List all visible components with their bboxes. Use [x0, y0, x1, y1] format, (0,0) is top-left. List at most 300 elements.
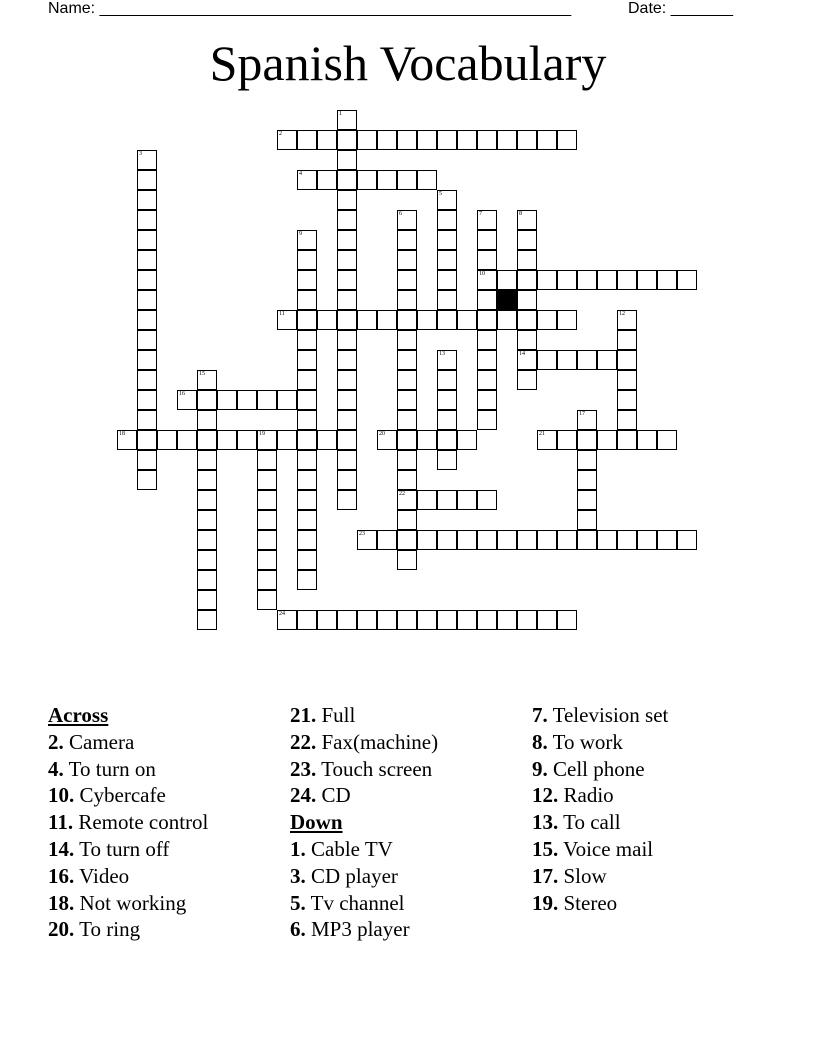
grid-cell[interactable]: [397, 250, 417, 270]
grid-cell[interactable]: [617, 350, 637, 370]
clue-number-label: 23: [359, 531, 365, 537]
grid-cell[interactable]: [397, 370, 417, 390]
clue-item: [532, 782, 668, 809]
grid-cell[interactable]: [377, 610, 397, 630]
grid-cell[interactable]: [397, 490, 417, 510]
grid-cell[interactable]: [257, 430, 277, 450]
grid-cell[interactable]: [197, 550, 217, 570]
grid-cell[interactable]: [537, 270, 557, 290]
clue-number-label: 5: [439, 191, 442, 197]
clue-item: [290, 916, 438, 943]
date-line[interactable]: _______: [670, 0, 733, 17]
grid-cell[interactable]: [477, 130, 497, 150]
clue-item: [290, 729, 438, 756]
grid-cell[interactable]: [257, 510, 277, 530]
grid-cell[interactable]: [297, 430, 317, 450]
grid-cell[interactable]: [297, 350, 317, 370]
grid-cell[interactable]: [397, 130, 417, 150]
grid-cell[interactable]: [137, 210, 157, 230]
grid-cell[interactable]: [617, 330, 637, 350]
grid-cell[interactable]: [477, 210, 497, 230]
grid-cell[interactable]: [297, 390, 317, 410]
grid-cell[interactable]: [557, 430, 577, 450]
grid-cell[interactable]: [137, 190, 157, 210]
grid-cell[interactable]: [457, 130, 477, 150]
grid-cell[interactable]: [297, 370, 317, 390]
grid-cell[interactable]: [557, 530, 577, 550]
grid-cell[interactable]: [577, 450, 597, 470]
grid-cell[interactable]: [357, 610, 377, 630]
grid-cell[interactable]: [517, 130, 537, 150]
grid-cell[interactable]: [437, 490, 457, 510]
grid-cell[interactable]: [377, 530, 397, 550]
grid-cell[interactable]: [337, 490, 357, 510]
grid-cell[interactable]: [637, 430, 657, 450]
clue-number: 21.: [290, 703, 317, 727]
name-label: Name:: [48, 0, 96, 17]
clue-text: Slow: [563, 863, 607, 888]
grid-cell[interactable]: [417, 530, 437, 550]
grid-cell[interactable]: [437, 610, 457, 630]
grid-cell[interactable]: [317, 610, 337, 630]
grid-cell[interactable]: [237, 390, 257, 410]
grid-cell[interactable]: [577, 510, 597, 530]
grid-cell[interactable]: [617, 410, 637, 430]
grid-cell[interactable]: [197, 390, 217, 410]
clue-number-label: 16: [179, 391, 185, 397]
grid-cell[interactable]: [337, 350, 357, 370]
clue-number-label: 3: [139, 151, 142, 157]
grid-cell[interactable]: [197, 510, 217, 530]
clue-number: 10.: [48, 783, 75, 808]
grid-cell[interactable]: [617, 370, 637, 390]
grid-cell[interactable]: [477, 610, 497, 630]
grid-cell[interactable]: [277, 430, 297, 450]
grid-cell[interactable]: [597, 270, 617, 290]
grid-cell[interactable]: [197, 470, 217, 490]
grid-cell[interactable]: [257, 530, 277, 550]
grid-cell[interactable]: [217, 390, 237, 410]
grid-cell[interactable]: [497, 270, 517, 290]
grid-cell[interactable]: [197, 410, 217, 430]
clue-text: Video: [79, 863, 130, 888]
clue-text: MP3 player: [311, 917, 410, 942]
grid-cell[interactable]: [337, 470, 357, 490]
grid-cell[interactable]: [337, 270, 357, 290]
grid-cell[interactable]: [477, 250, 497, 270]
grid-cell[interactable]: [397, 430, 417, 450]
grid-cell[interactable]: [237, 430, 257, 450]
clue-item: [48, 836, 208, 863]
grid-cell[interactable]: [517, 270, 537, 290]
grid-cell[interactable]: [317, 310, 337, 330]
grid-cell[interactable]: [437, 290, 457, 310]
grid-cell[interactable]: [137, 410, 157, 430]
grid-cell[interactable]: [437, 270, 457, 290]
grid-cell[interactable]: [297, 510, 317, 530]
grid-cell[interactable]: [477, 270, 497, 290]
grid-cell[interactable]: [417, 130, 437, 150]
clue-number: 22.: [290, 729, 317, 754]
grid-cell[interactable]: [517, 610, 537, 630]
grid-cell[interactable]: [677, 270, 697, 290]
clue-item: [290, 702, 438, 729]
grid-cell[interactable]: [157, 430, 177, 450]
grid-cell[interactable]: [337, 210, 357, 230]
grid-cell[interactable]: [337, 290, 357, 310]
grid-cell[interactable]: [397, 350, 417, 370]
clue-item: [532, 863, 668, 890]
grid-cell[interactable]: [337, 230, 357, 250]
grid-cell[interactable]: [177, 390, 197, 410]
grid-cell[interactable]: [377, 170, 397, 190]
grid-cell[interactable]: [457, 530, 477, 550]
grid-cell[interactable]: [337, 610, 357, 630]
grid-cell[interactable]: [477, 230, 497, 250]
clue-item: [48, 916, 208, 943]
grid-cell[interactable]: [477, 370, 497, 390]
grid-cell[interactable]: [357, 310, 377, 330]
grid-cell[interactable]: [437, 310, 457, 330]
grid-cell[interactable]: [657, 270, 677, 290]
grid-cell[interactable]: [137, 470, 157, 490]
grid-cell[interactable]: [137, 170, 157, 190]
grid-cell[interactable]: [537, 530, 557, 550]
clue-number: 20.: [48, 917, 75, 942]
grid-cell[interactable]: [457, 430, 477, 450]
grid-cell[interactable]: [337, 430, 357, 450]
grid-cell[interactable]: [277, 610, 297, 630]
clue-number: 2.: [48, 729, 64, 754]
clue-text: Voice mail: [563, 836, 654, 861]
clue-item: [290, 756, 438, 783]
grid-cell[interactable]: [557, 310, 577, 330]
name-line[interactable]: _____________________________________________________: [99, 0, 572, 17]
clue-number-label: 24: [279, 611, 285, 617]
clue-item: [48, 756, 208, 783]
grid-cell[interactable]: [477, 530, 497, 550]
grid-cell[interactable]: [397, 210, 417, 230]
grid-cell[interactable]: [197, 530, 217, 550]
grid-cell[interactable]: [617, 270, 637, 290]
grid-cell[interactable]: [397, 510, 417, 530]
clue-item: [48, 729, 208, 756]
clue-text: Fax(machine): [321, 729, 439, 754]
grid-cell[interactable]: [197, 590, 217, 610]
grid-cell[interactable]: [437, 210, 457, 230]
grid-cell[interactable]: [437, 450, 457, 470]
grid-cell[interactable]: [437, 230, 457, 250]
grid-cell[interactable]: [617, 310, 637, 330]
grid-cell[interactable]: [577, 410, 597, 430]
clue-item: [290, 863, 438, 890]
grid-cell[interactable]: [257, 550, 277, 570]
grid-cell[interactable]: [477, 350, 497, 370]
grid-cell[interactable]: [317, 430, 337, 450]
grid-cell[interactable]: [297, 290, 317, 310]
grid-cell[interactable]: [557, 130, 577, 150]
clue-text: Cell phone: [553, 756, 645, 781]
grid-cell[interactable]: [337, 110, 357, 130]
grid-cell[interactable]: [337, 410, 357, 430]
grid-cell[interactable]: [417, 310, 437, 330]
down-heading: Down: [290, 810, 343, 835]
clue-item: [532, 836, 668, 863]
grid-cell[interactable]: [217, 430, 237, 450]
grid-cell[interactable]: [337, 310, 357, 330]
grid-cell[interactable]: [537, 130, 557, 150]
grid-cell[interactable]: [137, 150, 157, 170]
grid-cell[interactable]: [297, 310, 317, 330]
grid-cell[interactable]: [397, 450, 417, 470]
clue-text: To ring: [79, 917, 141, 942]
grid-cell[interactable]: [497, 530, 517, 550]
grid-cell[interactable]: [617, 530, 637, 550]
grid-cell[interactable]: [357, 530, 377, 550]
grid-cell[interactable]: [277, 310, 297, 330]
grid-cell[interactable]: [597, 350, 617, 370]
grid-cell[interactable]: [637, 270, 657, 290]
grid-cell[interactable]: [397, 290, 417, 310]
grid-cell[interactable]: [137, 290, 157, 310]
clue-column-3: [532, 702, 668, 916]
grid-cell[interactable]: [537, 310, 557, 330]
grid-cell[interactable]: [597, 430, 617, 450]
grid-cell[interactable]: [617, 390, 637, 410]
grid-cell[interactable]: [577, 530, 597, 550]
grid-cell[interactable]: [257, 490, 277, 510]
grid-cell[interactable]: [337, 150, 357, 170]
grid-cell[interactable]: [517, 230, 537, 250]
clue-item: [290, 890, 438, 917]
clue-number: 13.: [532, 810, 559, 835]
grid-cell[interactable]: [597, 530, 617, 550]
grid-cell[interactable]: [537, 350, 557, 370]
clue-number-label: 15: [199, 371, 205, 377]
grid-cell[interactable]: [337, 170, 357, 190]
grid-cell[interactable]: [197, 370, 217, 390]
clue-item: [290, 782, 438, 809]
grid-cell[interactable]: [337, 330, 357, 350]
clue-item: [532, 756, 668, 783]
grid-cell[interactable]: [437, 350, 457, 370]
grid-cell[interactable]: [337, 190, 357, 210]
grid-cell[interactable]: [277, 390, 297, 410]
grid-cell[interactable]: [337, 390, 357, 410]
grid-cell[interactable]: [177, 430, 197, 450]
grid-cell[interactable]: [277, 130, 297, 150]
grid-cell[interactable]: [297, 470, 317, 490]
grid-cell[interactable]: [257, 570, 277, 590]
grid-cell[interactable]: [397, 270, 417, 290]
grid-cell[interactable]: [197, 450, 217, 470]
grid-cell[interactable]: [417, 430, 437, 450]
grid-cell[interactable]: [297, 570, 317, 590]
grid-cell[interactable]: [257, 470, 277, 490]
grid-cell[interactable]: [257, 390, 277, 410]
grid-cell[interactable]: [617, 430, 637, 450]
clue-text: Cable TV: [311, 836, 393, 861]
grid-cell[interactable]: [437, 250, 457, 270]
clue-number: 24.: [290, 783, 317, 808]
page-title: Spanish Vocabulary: [209, 35, 607, 91]
clue-item: [532, 702, 668, 729]
grid-cell[interactable]: [377, 310, 397, 330]
grid-cell[interactable]: [397, 550, 417, 570]
clue-item: [48, 863, 208, 890]
grid-cell[interactable]: [477, 310, 497, 330]
grid-cell[interactable]: [517, 370, 537, 390]
grid-cell[interactable]: [517, 350, 537, 370]
grid-cell[interactable]: [257, 590, 277, 610]
grid-cell[interactable]: [337, 450, 357, 470]
grid-cell[interactable]: [417, 490, 437, 510]
grid-cell[interactable]: [657, 430, 677, 450]
grid-cell[interactable]: [457, 490, 477, 510]
grid-cell[interactable]: [397, 330, 417, 350]
grid-cell[interactable]: [577, 470, 597, 490]
clue-number: 8.: [532, 729, 548, 754]
grid-cell[interactable]: [457, 310, 477, 330]
grid-cell[interactable]: [557, 270, 577, 290]
clue-number: 1.: [290, 836, 306, 861]
grid-cell[interactable]: [297, 610, 317, 630]
clue-text: To work: [552, 729, 623, 754]
grid-cell[interactable]: [437, 410, 457, 430]
grid-cell[interactable]: [517, 310, 537, 330]
grid-cell[interactable]: [437, 370, 457, 390]
grid-cell[interactable]: [577, 270, 597, 290]
grid-cell[interactable]: [577, 430, 597, 450]
grid-cell[interactable]: [137, 230, 157, 250]
grid-cell[interactable]: [137, 370, 157, 390]
grid-cell[interactable]: [637, 530, 657, 550]
grid-cell[interactable]: [537, 610, 557, 630]
grid-cell[interactable]: [437, 390, 457, 410]
grid-cell[interactable]: [577, 350, 597, 370]
grid-cell[interactable]: [397, 610, 417, 630]
clue-text: Remote control: [78, 810, 209, 835]
grid-cell[interactable]: [297, 230, 317, 250]
grid-cell[interactable]: [477, 330, 497, 350]
grid-cell[interactable]: [557, 610, 577, 630]
across-heading: Across: [48, 703, 109, 727]
clue-item: [532, 890, 668, 917]
grid-cell[interactable]: [397, 470, 417, 490]
grid-cell[interactable]: [337, 130, 357, 150]
grid-cell[interactable]: [397, 410, 417, 430]
clue-number: 15.: [532, 836, 559, 861]
grid-cell[interactable]: [517, 210, 537, 230]
grid-cell[interactable]: [117, 430, 137, 450]
clue-item: [48, 890, 208, 917]
grid-cell[interactable]: [357, 130, 377, 150]
grid-cell[interactable]: [197, 490, 217, 510]
grid-cell[interactable]: [557, 350, 577, 370]
grid-cell[interactable]: [297, 330, 317, 350]
grid-cell[interactable]: [337, 370, 357, 390]
grid-cell[interactable]: [517, 290, 537, 310]
grid-cell[interactable]: [477, 390, 497, 410]
clue-number: 4.: [48, 756, 64, 781]
grid-cell[interactable]: [437, 530, 457, 550]
grid-cell[interactable]: [497, 610, 517, 630]
grid-cell[interactable]: [317, 130, 337, 150]
grid-cell[interactable]: [137, 390, 157, 410]
grid-cell[interactable]: [357, 170, 377, 190]
grid-cell[interactable]: [297, 170, 317, 190]
grid-cell[interactable]: [537, 430, 557, 450]
grid-cell[interactable]: [397, 170, 417, 190]
clue-number-label: 8: [519, 211, 522, 217]
grid-cell[interactable]: [197, 610, 217, 630]
grid-cell[interactable]: [317, 170, 337, 190]
grid-cell[interactable]: [297, 530, 317, 550]
grid-cell[interactable]: [397, 230, 417, 250]
grid-cell[interactable]: [137, 250, 157, 270]
grid-cell[interactable]: [137, 450, 157, 470]
grid-cell[interactable]: [297, 250, 317, 270]
grid-cell[interactable]: [437, 130, 457, 150]
clue-number: 16.: [48, 863, 75, 888]
clue-text: Cybercafe: [79, 783, 166, 808]
grid-cell[interactable]: [517, 330, 537, 350]
grid-cell[interactable]: [257, 450, 277, 470]
grid-cell[interactable]: [337, 250, 357, 270]
grid-cell[interactable]: [137, 350, 157, 370]
grid-cell[interactable]: [377, 130, 397, 150]
grid-cell[interactable]: [477, 410, 497, 430]
clue-text: To call: [563, 810, 621, 835]
grid-cell[interactable]: [397, 530, 417, 550]
grid-cell[interactable]: [437, 190, 457, 210]
clue-number: 12.: [532, 783, 559, 808]
grid-cell[interactable]: [477, 290, 497, 310]
grid-cell[interactable]: [497, 310, 517, 330]
clue-number: 14.: [48, 836, 75, 861]
grid-cell[interactable]: [297, 490, 317, 510]
grid-cell[interactable]: [137, 330, 157, 350]
grid-cell[interactable]: [297, 550, 317, 570]
grid-cell[interactable]: [497, 130, 517, 150]
grid-cell[interactable]: [477, 490, 497, 510]
grid-cell[interactable]: [397, 390, 417, 410]
grid-cell[interactable]: [137, 310, 157, 330]
clue-column-2: [290, 702, 438, 943]
grid-cell[interactable]: [397, 310, 417, 330]
grid-cell[interactable]: [137, 270, 157, 290]
grid-cell[interactable]: [197, 570, 217, 590]
grid-cell[interactable]: [517, 250, 537, 270]
blocked-cell: [497, 290, 517, 310]
grid-cell[interactable]: [417, 610, 437, 630]
grid-cell[interactable]: [377, 430, 397, 450]
grid-cell[interactable]: [577, 490, 597, 510]
grid-cell[interactable]: [297, 270, 317, 290]
grid-cell[interactable]: [297, 450, 317, 470]
grid-cell[interactable]: [457, 610, 477, 630]
grid-cell[interactable]: [417, 170, 437, 190]
grid-cell[interactable]: [297, 410, 317, 430]
grid-cell[interactable]: [437, 430, 457, 450]
clue-item: [48, 782, 208, 809]
grid-cell[interactable]: [657, 530, 677, 550]
grid-cell[interactable]: [677, 530, 697, 550]
grid-cell[interactable]: [297, 130, 317, 150]
grid-cell[interactable]: [517, 530, 537, 550]
grid-cell[interactable]: [197, 430, 217, 450]
grid-cell[interactable]: [137, 430, 157, 450]
